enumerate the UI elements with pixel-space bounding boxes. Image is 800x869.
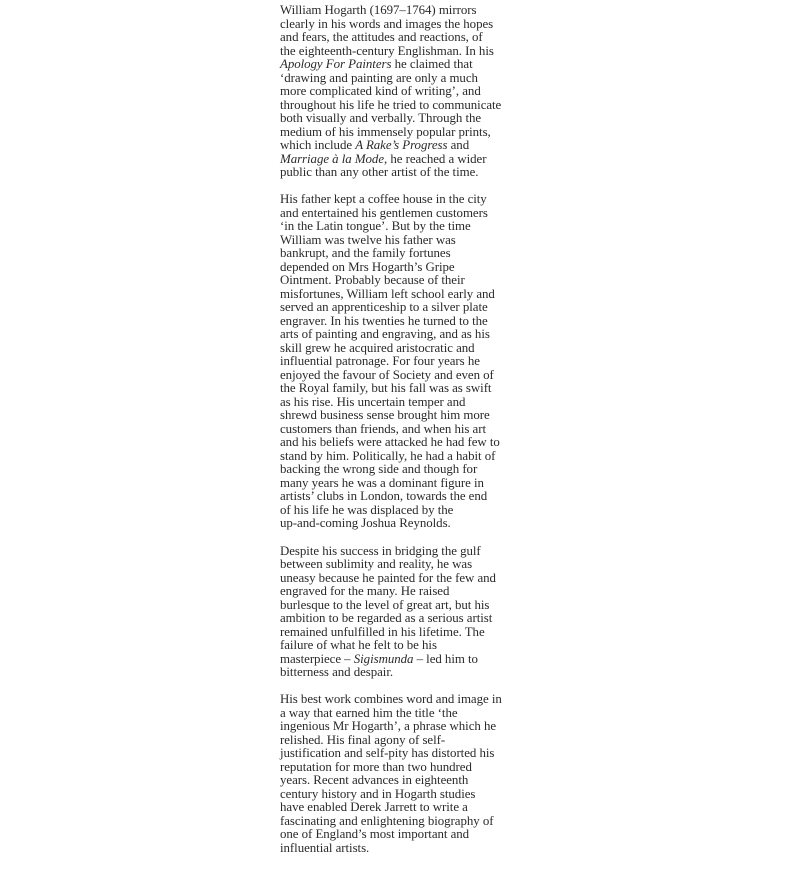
text-segment: ‘in the Latin tongue’. But by the time — [280, 219, 471, 234]
paragraph-4 — [280, 693, 532, 855]
text-segment: more complicated kind of writing’, and — [280, 84, 481, 98]
text-line — [280, 234, 532, 248]
text-line — [280, 774, 532, 788]
text-line — [280, 436, 532, 450]
text-line — [280, 342, 532, 356]
text-line — [280, 166, 532, 180]
text-line — [280, 288, 532, 302]
text-line — [280, 599, 532, 613]
text-line — [280, 842, 532, 856]
text-segment: burlesque to the level of great art, but his — [280, 597, 490, 612]
text-line — [280, 653, 532, 667]
text-segment: century history and in Hogarth studies — [280, 786, 476, 801]
text-segment: ambition to be regarded as a serious artist — [280, 611, 493, 626]
text-segment: arts of painting and engraving, and as his — [280, 327, 490, 342]
text-line — [280, 396, 532, 410]
text-line — [280, 639, 532, 653]
text-line — [280, 274, 532, 288]
text-line — [280, 220, 532, 234]
text-line — [280, 558, 532, 572]
text-line — [280, 693, 532, 707]
text-segment: backing the wrong side and though for — [280, 462, 478, 477]
text-segment: and — [447, 138, 470, 152]
text-line — [280, 382, 532, 396]
text-segment: throughout his life he tried to communicate — [280, 97, 502, 112]
text-line — [280, 369, 532, 383]
text-line — [280, 355, 532, 369]
text-segment: reputation for more than two hundred — [280, 759, 472, 774]
text-line — [280, 72, 532, 86]
text-line — [280, 153, 532, 167]
text-line — [280, 247, 532, 261]
text-line — [280, 720, 532, 734]
text-segment: engraver. In his twenties he turned to the — [280, 313, 488, 328]
text-segment: influential artists. — [280, 840, 370, 855]
paragraph-1 — [280, 4, 532, 180]
text-line — [280, 126, 532, 140]
text-line — [280, 504, 532, 518]
text-line — [280, 193, 532, 207]
text-line — [280, 207, 532, 221]
text-line — [280, 423, 532, 437]
text-line — [280, 261, 532, 275]
italic-title: A Rake’s Progress — [355, 138, 448, 152]
text-segment: customers than friends, and when his art — [280, 421, 486, 436]
text-segment: masterpiece – — [280, 651, 354, 666]
text-segment: years. Recent advances in eighteenth — [280, 773, 469, 788]
text-segment: ‘drawing and painting are only a much — [280, 70, 478, 85]
text-segment: stand by him. Politically, he had a habit of — [280, 448, 496, 463]
text-segment: of his life he was displaced by the — [280, 502, 454, 517]
text-line — [280, 666, 532, 680]
text-line — [280, 31, 532, 45]
text-line — [280, 112, 532, 126]
text-segment: William was twelve his father was — [280, 232, 456, 247]
text-segment: skill grew he acquired aristocratic and — [280, 340, 475, 355]
text-segment: engraved for the many. He raised — [280, 584, 450, 599]
text-segment: and his beliefs were attacked he had few to — [280, 435, 500, 450]
text-segment: the Royal family, but his fall was as swift — [280, 381, 492, 396]
text-line — [280, 801, 532, 815]
text-line — [280, 85, 532, 99]
text-line — [280, 477, 532, 491]
text-segment: bitterness and despair. — [280, 665, 394, 680]
paragraph-3 — [280, 545, 532, 680]
text-line — [280, 815, 532, 829]
text-line — [280, 572, 532, 586]
text-line — [280, 409, 532, 423]
text-line — [280, 328, 532, 342]
text-line — [280, 545, 532, 559]
text-segment: relished. His final agony of self- — [280, 732, 446, 747]
text-segment: up-and-coming Joshua Reynolds. — [280, 516, 451, 531]
text-segment: His father kept a coffee house in the city — [280, 192, 487, 207]
text-segment: ingenious Mr Hogarth’, a phrase which he — [280, 719, 497, 734]
text-segment: and entertained his gentlemen customers — [280, 205, 488, 220]
text-segment: remained unfulfilled in his lifetime. The — [280, 624, 485, 639]
text-line — [280, 734, 532, 748]
text-segment: clearly in his words and images the hopes — [280, 16, 494, 31]
text-line — [280, 18, 532, 32]
text-segment: bankrupt, and the family fortunes — [280, 246, 451, 261]
text-segment: fascinating and enlightening biography of — [280, 813, 494, 828]
text-segment: between sublimity and reality, he was — [280, 557, 473, 572]
text-segment: served an apprenticeship to a silver plate — [280, 300, 488, 315]
text-segment: medium of his immensely popular prints, — [280, 124, 491, 139]
text-line — [280, 58, 532, 72]
text-segment: as his rise. His uncertain temper and — [280, 394, 466, 409]
text-line — [280, 747, 532, 761]
text-segment: both visually and verbally. Through the — [280, 111, 482, 125]
text-segment: the eighteenth-century Englishman. In his — [280, 43, 494, 58]
text-line — [280, 45, 532, 59]
italic-title: Marriage à la Mode — [280, 151, 385, 166]
text-line — [280, 612, 532, 626]
text-segment: artists’ clubs in London, towards the end — [280, 489, 488, 504]
text-segment: which include — [280, 138, 356, 152]
text-column — [280, 4, 532, 869]
paragraph-2 — [280, 193, 532, 531]
text-segment: enjoyed the favour of Society and even of — [280, 367, 494, 382]
text-segment: failure of what he felt to be his — [280, 638, 437, 653]
text-segment: a way that earned him the title ‘the — [280, 705, 458, 720]
text-segment: and fears, the attitudes and reactions, of — [280, 30, 483, 44]
text-line — [280, 139, 532, 153]
text-segment: influential patronage. For four years he — [280, 354, 480, 369]
text-segment: shrewd business sense brought him more — [280, 408, 490, 423]
text-segment: one of England’s most important and — [280, 827, 470, 842]
text-line — [280, 626, 532, 640]
italic-title: Sigismunda — [353, 651, 414, 666]
text-line — [280, 490, 532, 504]
text-segment: depended on Mrs Hogarth’s Gripe — [280, 259, 455, 274]
text-segment: Ointment. Probably because of their — [280, 273, 465, 288]
text-line — [280, 315, 532, 329]
text-segment: he claimed that — [391, 57, 473, 71]
text-line — [280, 99, 532, 113]
text-segment: His best work combines word and image in — [280, 692, 502, 707]
text-line — [280, 301, 532, 315]
text-segment: , he reached a wider — [384, 151, 487, 166]
text-line — [280, 761, 532, 775]
text-line — [280, 4, 532, 18]
text-segment: Despite his success in bridging the gulf — [280, 543, 481, 558]
text-line — [280, 788, 532, 802]
text-line — [280, 828, 532, 842]
text-segment: uneasy because he painted for the few and — [280, 570, 496, 585]
text-line — [280, 707, 532, 721]
text-segment: many years he was a dominant figure in — [280, 475, 484, 490]
text-segment: – led him to — [413, 651, 478, 666]
text-segment: have enabled Derek Jarrett to write a — [280, 800, 468, 815]
text-line — [280, 450, 532, 464]
text-segment: William Hogarth (1697–1764) mirrors — [280, 3, 477, 17]
text-segment: misfortunes, William left school early and — [280, 286, 495, 301]
italic-title: Apology For Painters — [280, 57, 392, 71]
text-segment: justification and self-pity has distorted his — [280, 746, 495, 761]
text-line — [280, 585, 532, 599]
text-line — [280, 517, 532, 531]
text-segment: public than any other artist of the time. — [280, 165, 479, 179]
text-line — [280, 463, 532, 477]
